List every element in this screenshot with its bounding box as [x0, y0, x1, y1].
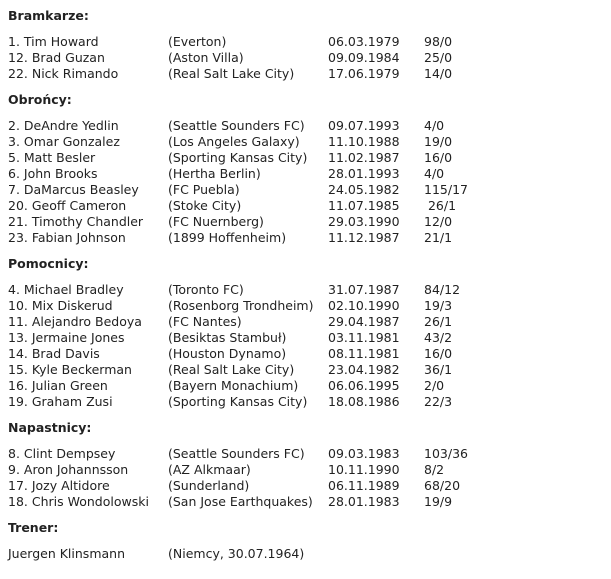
player-name: 15. Kyle Beckerman	[8, 362, 132, 377]
player-row	[8, 230, 608, 246]
player-club: (Besiktas Stambuł)	[168, 330, 287, 345]
player-name: 8. Clint Dempsey	[8, 446, 116, 461]
player-caps-goals: 8/2	[424, 462, 445, 477]
player-name: 21. Timothy Chandler	[8, 214, 144, 229]
player-name: 9. Aron Johannsson	[8, 462, 129, 477]
player-name: 4. Michael Bradley	[8, 282, 124, 297]
section-defenders	[8, 92, 608, 246]
player-row	[8, 462, 608, 478]
player-club: (Seattle Sounders FC)	[168, 446, 305, 461]
player-row	[8, 50, 608, 66]
player-birthdate: 29.03.1990	[328, 214, 400, 229]
player-club: (Real Salt Lake City)	[168, 66, 295, 81]
section-title: Pomocnicy:	[8, 256, 89, 271]
player-name: 18. Chris Wondolowski	[8, 494, 149, 509]
player-name: 16. Julian Green	[8, 378, 108, 393]
player-birthdate: 11.10.1988	[328, 134, 400, 149]
section-goalkeepers	[8, 8, 608, 82]
player-name: 11. Alejandro Bedoya	[8, 314, 142, 329]
player-name: 5. Matt Besler	[8, 150, 96, 165]
player-birthdate: 31.07.1987	[328, 282, 400, 297]
player-row	[8, 446, 608, 462]
player-caps-goals: 115/17	[424, 182, 468, 197]
player-birthdate: 03.11.1981	[328, 330, 400, 345]
player-name: 7. DaMarcus Beasley	[8, 182, 139, 197]
player-birthdate: 06.03.1979	[328, 34, 400, 49]
player-row	[8, 314, 608, 330]
player-birthdate: 11.07.1985	[328, 198, 400, 213]
player-row	[8, 394, 608, 410]
player-row	[8, 478, 608, 494]
player-caps-goals: 68/20	[424, 478, 461, 493]
player-row	[8, 34, 608, 50]
player-caps-goals: 21/1	[424, 230, 453, 245]
player-club: (Bayern Monachium)	[168, 378, 299, 393]
player-caps-goals: 16/0	[424, 346, 453, 361]
player-caps-goals: 84/12	[424, 282, 461, 297]
player-name: 6. John Brooks	[8, 166, 98, 181]
player-name: 14. Brad Davis	[8, 346, 100, 361]
player-caps-goals: 26/1	[424, 314, 453, 329]
player-birthdate: 08.11.1981	[328, 346, 400, 361]
player-club: (Sporting Kansas City)	[168, 150, 308, 165]
player-row	[8, 494, 608, 510]
player-row	[8, 298, 608, 314]
section-coach	[8, 520, 608, 562]
section-midfielders	[8, 256, 608, 410]
player-birthdate: 23.04.1982	[328, 362, 400, 377]
player-club: (Sporting Kansas City)	[168, 394, 308, 409]
section-title: Obrońcy:	[8, 92, 72, 107]
player-row	[8, 166, 608, 182]
player-name: 17. Jozy Altidore	[8, 478, 110, 493]
section-forwards	[8, 420, 608, 510]
player-club: (Los Angeles Galaxy)	[168, 134, 300, 149]
player-club: (1899 Hoffenheim)	[168, 230, 287, 245]
player-caps-goals: 36/1	[424, 362, 453, 377]
player-caps-goals: 25/0	[424, 50, 453, 65]
player-name: 23. Fabian Johnson	[8, 230, 126, 245]
player-name: 3. Omar Gonzalez	[8, 134, 120, 149]
coach-name: Juergen Klinsmann	[8, 546, 125, 561]
player-caps-goals: 103/36	[424, 446, 468, 461]
player-row	[8, 66, 608, 82]
player-club: (AZ Alkmaar)	[168, 462, 251, 477]
player-name: 12. Brad Guzan	[8, 50, 105, 65]
player-row	[8, 214, 608, 230]
player-birthdate: 11.02.1987	[328, 150, 400, 165]
player-club: (FC Nantes)	[168, 314, 242, 329]
player-birthdate: 02.10.1990	[328, 298, 400, 313]
player-club: (Hertha Berlin)	[168, 166, 261, 181]
player-club: (San Jose Earthquakes)	[168, 494, 313, 509]
player-name: 22. Nick Rimando	[8, 66, 119, 81]
player-birthdate: 17.06.1979	[328, 66, 400, 81]
player-club: (Toronto FC)	[168, 282, 244, 297]
coach-row	[8, 546, 608, 562]
player-row	[8, 346, 608, 362]
player-birthdate: 09.03.1983	[328, 446, 400, 461]
player-club: (Real Salt Lake City)	[168, 362, 295, 377]
player-caps-goals: 26/1	[424, 198, 457, 213]
player-club: (Everton)	[168, 34, 227, 49]
player-caps-goals: 14/0	[424, 66, 453, 81]
player-caps-goals: 19/0	[424, 134, 453, 149]
player-caps-goals: 4/0	[424, 118, 445, 133]
player-caps-goals: 16/0	[424, 150, 453, 165]
coach-details: (Niemcy, 30.07.1964)	[168, 546, 305, 561]
player-caps-goals: 19/3	[424, 298, 453, 313]
player-row	[8, 182, 608, 198]
section-title: Napastnicy:	[8, 420, 92, 435]
section-title: Trener:	[8, 520, 59, 535]
player-birthdate: 09.07.1993	[328, 118, 400, 133]
player-birthdate: 06.11.1989	[328, 478, 400, 493]
player-row	[8, 134, 608, 150]
player-club: (Houston Dynamo)	[168, 346, 287, 361]
player-row	[8, 282, 608, 298]
player-birthdate: 09.09.1984	[328, 50, 400, 65]
player-caps-goals: 98/0	[424, 34, 453, 49]
player-row	[8, 118, 608, 134]
player-birthdate: 11.12.1987	[328, 230, 400, 245]
player-birthdate: 18.08.1986	[328, 394, 400, 409]
section-title: Bramkarze:	[8, 8, 89, 23]
squad-list	[8, 8, 608, 572]
player-birthdate: 06.06.1995	[328, 378, 400, 393]
player-club: (FC Puebla)	[168, 182, 240, 197]
player-birthdate: 29.04.1987	[328, 314, 400, 329]
player-caps-goals: 4/0	[424, 166, 445, 181]
player-club: (Aston Villa)	[168, 50, 244, 65]
player-club: (FC Nuernberg)	[168, 214, 264, 229]
player-club: (Rosenborg Trondheim)	[168, 298, 314, 313]
player-name: 13. Jermaine Jones	[8, 330, 125, 345]
player-caps-goals: 43/2	[424, 330, 453, 345]
player-row	[8, 198, 608, 214]
player-birthdate: 24.05.1982	[328, 182, 400, 197]
player-name: 10. Mix Diskerud	[8, 298, 113, 313]
player-caps-goals: 12/0	[424, 214, 453, 229]
player-birthdate: 10.11.1990	[328, 462, 400, 477]
player-club: (Seattle Sounders FC)	[168, 118, 305, 133]
player-row	[8, 378, 608, 394]
player-caps-goals: 22/3	[424, 394, 453, 409]
player-name: 2. DeAndre Yedlin	[8, 118, 119, 133]
player-caps-goals: 19/9	[424, 494, 453, 509]
player-birthdate: 28.01.1983	[328, 494, 400, 509]
player-name: 1. Tim Howard	[8, 34, 99, 49]
player-club: (Stoke City)	[168, 198, 242, 213]
player-birthdate: 28.01.1993	[328, 166, 400, 181]
player-club: (Sunderland)	[168, 478, 250, 493]
player-row	[8, 330, 608, 346]
player-name: 19. Graham Zusi	[8, 394, 113, 409]
player-row	[8, 362, 608, 378]
player-name: 20. Geoff Cameron	[8, 198, 127, 213]
player-row	[8, 150, 608, 166]
player-caps-goals: 2/0	[424, 378, 445, 393]
